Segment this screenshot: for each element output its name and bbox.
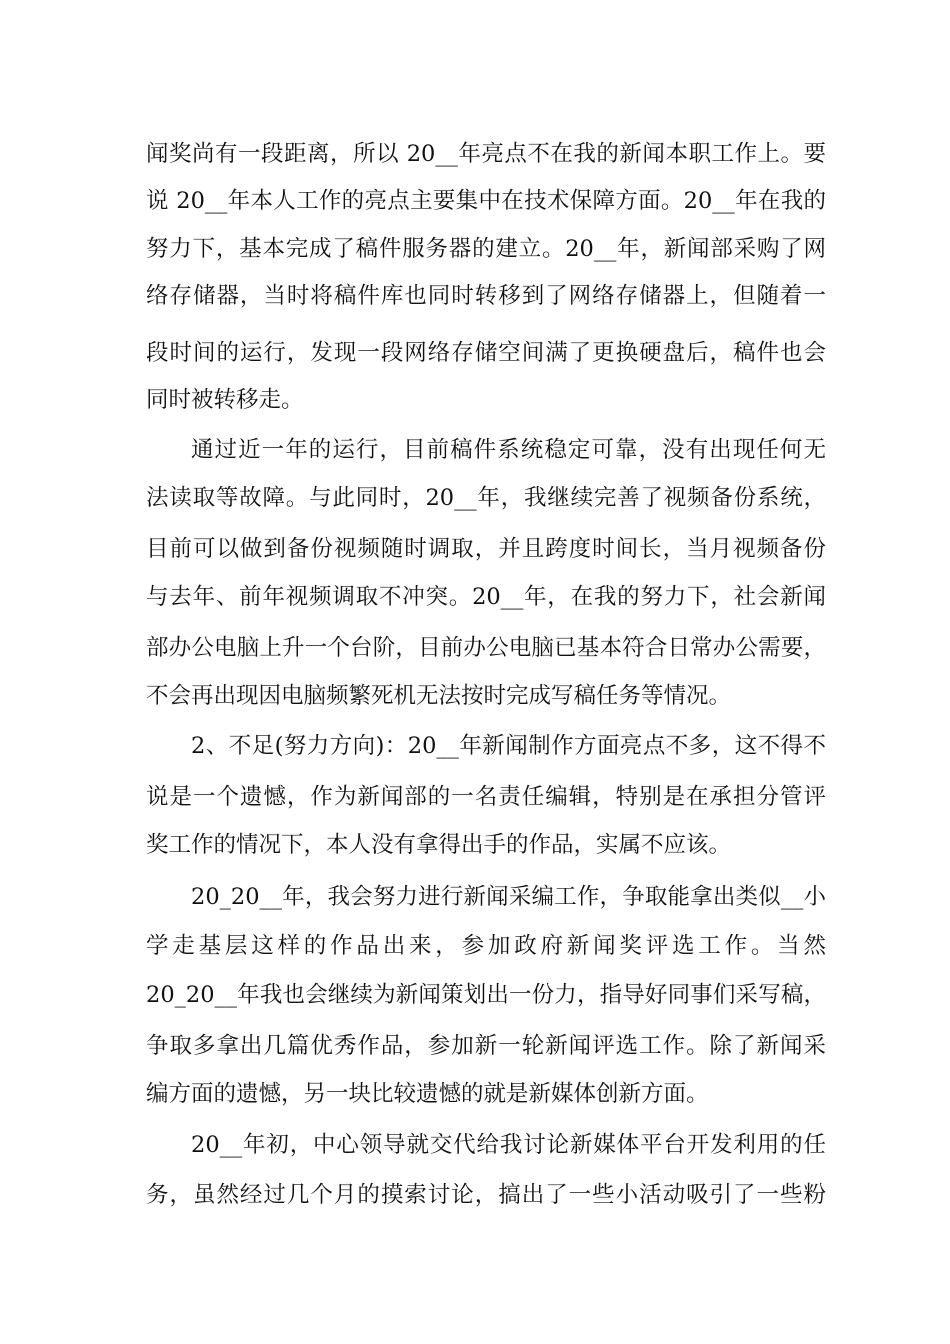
text-line: 法读取等故障。与此同时，20__年，我继续完善了视频备份系统，: [146, 485, 826, 511]
text-line: 20_20__年我也会继续为新闻策划出一份力，指导好同事们采写稿，: [146, 982, 826, 1008]
text-line: 争取多拿出几篇优秀作品，参加新一轮新闻评选工作。除了新闻采: [146, 1033, 826, 1059]
text-line: 说 20__年本人工作的亮点主要集中在技术保障方面。20__年在我的: [146, 188, 826, 214]
text-line: 学走基层这样的作品出来，参加政府新闻奖评选工作。当然: [146, 933, 826, 959]
text-line: 络存储器，当时将稿件库也同时转移到了网络存储器上，但随着一: [146, 283, 826, 309]
text-line: 努力下，基本完成了稿件服务器的建立。20__年，新闻部采购了网: [146, 236, 826, 262]
text-line: 务，虽然经过几个月的摸索讨论，搞出了一些小活动吸引了一些粉: [146, 1182, 826, 1208]
text-line: 编方面的遗憾，另一块比较遗憾的就是新媒体创新方面。: [146, 1081, 709, 1107]
paragraph-start-line: 2、不足(努力方向)：20__年新闻制作方面亮点不多，这不得不: [191, 733, 826, 759]
text-line: 闻奖尚有一段距离，所以 20__年亮点不在我的新闻本职工作上。要: [146, 141, 826, 167]
text-line: 段时间的运行，发现一段网络存储空间满了更换硬盘后，稿件也会: [146, 340, 826, 366]
paragraph-start-line: 20__年初，中心领导就交代给我讨论新媒体平台开发利用的任: [191, 1132, 826, 1158]
text-line: 说是一个遗憾，作为新闻部的一名责任编辑，特别是在承担分管评: [146, 784, 826, 810]
text-line: 目前可以做到备份视频随时调取，并且跨度时间长，当月视频备份: [146, 536, 826, 562]
text-line: 同时被转移走。: [146, 387, 304, 413]
text-line: 部办公电脑上升一个台阶，目前办公电脑已基本符合日常办公需要，: [146, 635, 826, 661]
paragraph-start-line: 通过近一年的运行，目前稿件系统稳定可靠，没有出现任何无: [191, 437, 826, 463]
text-line: 与去年、前年视频调取不冲突。20__年，在我的努力下，社会新闻: [146, 584, 826, 610]
text-line: 不会再出现因电脑频繁死机无法按时完成写稿任务等情况。: [146, 683, 732, 709]
paragraph-start-line: 20_20__年，我会努力进行新闻采编工作，争取能拿出类似__小: [191, 884, 826, 910]
text-line: 奖工作的情况下，本人没有拿得出手的作品，实属不应该。: [146, 832, 732, 858]
